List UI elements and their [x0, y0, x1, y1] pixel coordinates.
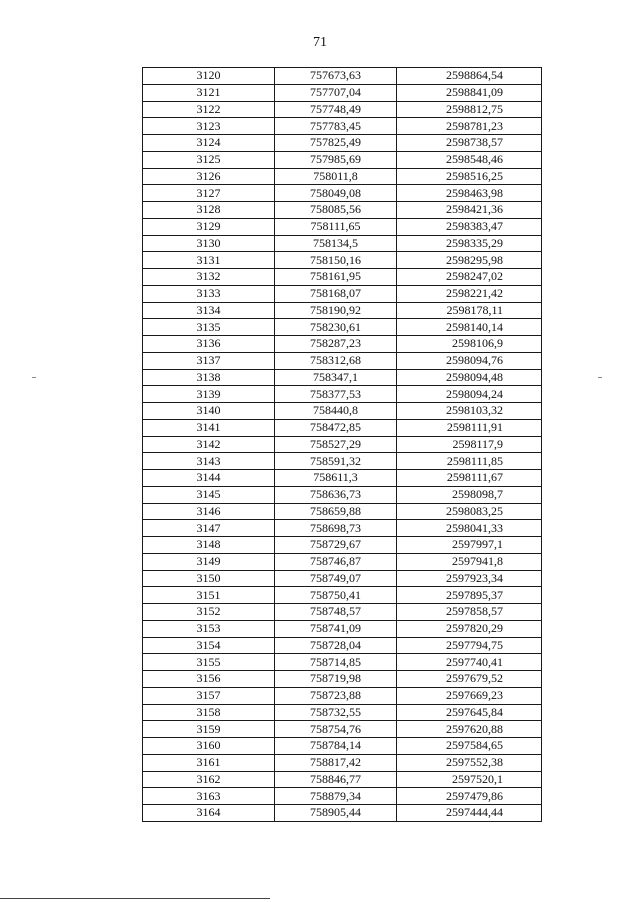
point-number-cell: 3130	[143, 235, 275, 252]
right-margin-mark	[598, 377, 602, 378]
y-coordinate-cell: 2598094,76	[397, 352, 542, 369]
x-coordinate-cell: 758111,65	[275, 218, 397, 235]
y-coordinate-cell: 2598041,33	[397, 520, 542, 537]
x-coordinate-cell: 758011,8	[275, 168, 397, 185]
point-number-cell: 3134	[143, 302, 275, 319]
x-coordinate-cell: 758729,67	[275, 537, 397, 554]
coordinates-table	[142, 67, 542, 822]
point-number-cell: 3146	[143, 503, 275, 520]
point-number-cell: 3131	[143, 252, 275, 269]
point-number-cell: 3145	[143, 486, 275, 503]
x-coordinate-cell: 758817,42	[275, 754, 397, 771]
table-row	[143, 570, 542, 587]
y-coordinate-cell: 2598103,32	[397, 403, 542, 420]
point-number-cell: 3126	[143, 168, 275, 185]
x-coordinate-cell: 758732,55	[275, 704, 397, 721]
x-coordinate-cell: 758636,73	[275, 486, 397, 503]
y-coordinate-cell: 2598083,25	[397, 503, 542, 520]
point-number-cell: 3122	[143, 101, 275, 118]
point-number-cell: 3127	[143, 185, 275, 202]
x-coordinate-cell: 758719,98	[275, 671, 397, 688]
table-row	[143, 235, 542, 252]
y-coordinate-cell: 2598864,54	[397, 68, 542, 85]
table-row	[143, 771, 542, 788]
table-row	[143, 403, 542, 420]
y-coordinate-cell: 2598111,85	[397, 453, 542, 470]
point-number-cell: 3137	[143, 352, 275, 369]
x-coordinate-cell: 758190,92	[275, 302, 397, 319]
point-number-cell: 3135	[143, 319, 275, 336]
x-coordinate-cell: 758161,95	[275, 269, 397, 286]
point-number-cell: 3159	[143, 721, 275, 738]
point-number-cell: 3158	[143, 704, 275, 721]
x-coordinate-cell: 758723,88	[275, 687, 397, 704]
point-number-cell: 3153	[143, 620, 275, 637]
point-number-cell: 3142	[143, 436, 275, 453]
x-coordinate-cell: 758287,23	[275, 336, 397, 353]
y-coordinate-cell: 2598841,09	[397, 84, 542, 101]
x-coordinate-cell: 758049,08	[275, 185, 397, 202]
x-coordinate-cell: 758754,76	[275, 721, 397, 738]
y-coordinate-cell: 2598117,9	[397, 436, 542, 453]
x-coordinate-cell: 758085,56	[275, 202, 397, 219]
x-coordinate-cell: 758440,8	[275, 403, 397, 420]
x-coordinate-cell: 757707,04	[275, 84, 397, 101]
x-coordinate-cell: 758527,29	[275, 436, 397, 453]
y-coordinate-cell: 2597794,75	[397, 637, 542, 654]
y-coordinate-cell: 2598094,48	[397, 369, 542, 386]
point-number-cell: 3160	[143, 738, 275, 755]
x-coordinate-cell: 758728,04	[275, 637, 397, 654]
point-number-cell: 3163	[143, 788, 275, 805]
point-number-cell: 3128	[143, 202, 275, 219]
x-coordinate-cell: 758134,5	[275, 235, 397, 252]
point-number-cell: 3132	[143, 269, 275, 286]
x-coordinate-cell: 758714,85	[275, 654, 397, 671]
y-coordinate-cell: 2597444,44	[397, 805, 542, 822]
point-number-cell: 3164	[143, 805, 275, 822]
point-number-cell: 3124	[143, 135, 275, 152]
y-coordinate-cell: 2597858,57	[397, 604, 542, 621]
point-number-cell: 3136	[143, 336, 275, 353]
table-row	[143, 135, 542, 152]
y-coordinate-cell: 2598738,57	[397, 135, 542, 152]
x-coordinate-cell: 758698,73	[275, 520, 397, 537]
table-row	[143, 620, 542, 637]
x-coordinate-cell: 758312,68	[275, 352, 397, 369]
table-row	[143, 721, 542, 738]
y-coordinate-cell: 2598516,25	[397, 168, 542, 185]
y-coordinate-cell: 2598463,98	[397, 185, 542, 202]
table-row	[143, 168, 542, 185]
table-row	[143, 604, 542, 621]
y-coordinate-cell: 2597584,65	[397, 738, 542, 755]
y-coordinate-cell: 2597895,37	[397, 587, 542, 604]
y-coordinate-cell: 2598098,7	[397, 486, 542, 503]
point-number-cell: 3147	[143, 520, 275, 537]
y-coordinate-cell: 2598812,75	[397, 101, 542, 118]
y-coordinate-cell: 2598111,67	[397, 470, 542, 487]
y-coordinate-cell: 2598421,36	[397, 202, 542, 219]
point-number-cell: 3138	[143, 369, 275, 386]
y-coordinate-cell: 2598106,9	[397, 336, 542, 353]
x-coordinate-cell: 758377,53	[275, 386, 397, 403]
y-coordinate-cell: 2597479,86	[397, 788, 542, 805]
y-coordinate-cell: 2598178,11	[397, 302, 542, 319]
y-coordinate-cell: 2598111,91	[397, 419, 542, 436]
x-coordinate-cell: 758905,44	[275, 805, 397, 822]
table-row	[143, 553, 542, 570]
point-number-cell: 3151	[143, 587, 275, 604]
table-row	[143, 788, 542, 805]
y-coordinate-cell: 2597552,38	[397, 754, 542, 771]
y-coordinate-cell: 2598094,24	[397, 386, 542, 403]
x-coordinate-cell: 758591,32	[275, 453, 397, 470]
table-row	[143, 637, 542, 654]
point-number-cell: 3149	[143, 553, 275, 570]
table-row	[143, 185, 542, 202]
y-coordinate-cell: 2597820,29	[397, 620, 542, 637]
y-coordinate-cell: 2597645,84	[397, 704, 542, 721]
point-number-cell: 3144	[143, 470, 275, 487]
x-coordinate-cell: 758472,85	[275, 419, 397, 436]
table-row	[143, 218, 542, 235]
y-coordinate-cell: 2597669,23	[397, 687, 542, 704]
x-coordinate-cell: 758347,1	[275, 369, 397, 386]
point-number-cell: 3120	[143, 68, 275, 85]
x-coordinate-cell: 757783,45	[275, 118, 397, 135]
x-coordinate-cell: 758746,87	[275, 553, 397, 570]
table-row	[143, 470, 542, 487]
table-row	[143, 687, 542, 704]
y-coordinate-cell: 2597620,88	[397, 721, 542, 738]
y-coordinate-cell: 2598781,23	[397, 118, 542, 135]
x-coordinate-cell: 758784,14	[275, 738, 397, 755]
table-row	[143, 537, 542, 554]
x-coordinate-cell: 758150,16	[275, 252, 397, 269]
table-row	[143, 352, 542, 369]
y-coordinate-cell: 2597520,1	[397, 771, 542, 788]
table-row	[143, 84, 542, 101]
table-row	[143, 252, 542, 269]
y-coordinate-cell: 2598140,14	[397, 319, 542, 336]
coordinates-table-body	[143, 68, 542, 822]
table-row	[143, 520, 542, 537]
x-coordinate-cell: 757825,49	[275, 135, 397, 152]
table-row	[143, 386, 542, 403]
table-row	[143, 738, 542, 755]
table-row	[143, 285, 542, 302]
table-row	[143, 319, 542, 336]
table-row	[143, 436, 542, 453]
x-coordinate-cell: 758659,88	[275, 503, 397, 520]
point-number-cell: 3125	[143, 151, 275, 168]
table-row	[143, 503, 542, 520]
point-number-cell: 3161	[143, 754, 275, 771]
table-row	[143, 151, 542, 168]
point-number-cell: 3123	[143, 118, 275, 135]
x-coordinate-cell: 758168,07	[275, 285, 397, 302]
point-number-cell: 3133	[143, 285, 275, 302]
point-number-cell: 3141	[143, 419, 275, 436]
table-row	[143, 336, 542, 353]
point-number-cell: 3157	[143, 687, 275, 704]
point-number-cell: 3121	[143, 84, 275, 101]
table-row	[143, 805, 542, 822]
table-row	[143, 101, 542, 118]
y-coordinate-cell: 2597679,52	[397, 671, 542, 688]
table-row	[143, 118, 542, 135]
y-coordinate-cell: 2597740,41	[397, 654, 542, 671]
x-coordinate-cell: 757985,69	[275, 151, 397, 168]
x-coordinate-cell: 757673,63	[275, 68, 397, 85]
bottom-rule	[0, 898, 270, 899]
y-coordinate-cell: 2598221,42	[397, 285, 542, 302]
left-margin-mark	[32, 377, 36, 378]
point-number-cell: 3162	[143, 771, 275, 788]
table-row	[143, 369, 542, 386]
table-row	[143, 754, 542, 771]
point-number-cell: 3143	[143, 453, 275, 470]
point-number-cell: 3139	[143, 386, 275, 403]
table-row	[143, 486, 542, 503]
y-coordinate-cell: 2598335,29	[397, 235, 542, 252]
y-coordinate-cell: 2598247,02	[397, 269, 542, 286]
table-row	[143, 453, 542, 470]
table-row	[143, 587, 542, 604]
point-number-cell: 3154	[143, 637, 275, 654]
point-number-cell: 3156	[143, 671, 275, 688]
x-coordinate-cell: 758230,61	[275, 319, 397, 336]
point-number-cell: 3148	[143, 537, 275, 554]
x-coordinate-cell: 758879,34	[275, 788, 397, 805]
y-coordinate-cell: 2598383,47	[397, 218, 542, 235]
table-row	[143, 704, 542, 721]
y-coordinate-cell: 2598548,46	[397, 151, 542, 168]
x-coordinate-cell: 758748,57	[275, 604, 397, 621]
x-coordinate-cell: 758749,07	[275, 570, 397, 587]
page-number: 71	[313, 35, 327, 50]
point-number-cell: 3152	[143, 604, 275, 621]
point-number-cell: 3155	[143, 654, 275, 671]
table-row	[143, 419, 542, 436]
point-number-cell: 3129	[143, 218, 275, 235]
x-coordinate-cell: 758611,3	[275, 470, 397, 487]
table-row	[143, 68, 542, 85]
x-coordinate-cell: 758750,41	[275, 587, 397, 604]
y-coordinate-cell: 2597923,34	[397, 570, 542, 587]
y-coordinate-cell: 2597997,1	[397, 537, 542, 554]
x-coordinate-cell: 758741,09	[275, 620, 397, 637]
y-coordinate-cell: 2598295,98	[397, 252, 542, 269]
table-row	[143, 654, 542, 671]
table-row	[143, 302, 542, 319]
point-number-cell: 3150	[143, 570, 275, 587]
table-row	[143, 671, 542, 688]
point-number-cell: 3140	[143, 403, 275, 420]
y-coordinate-cell: 2597941,8	[397, 553, 542, 570]
table-row	[143, 202, 542, 219]
table-row	[143, 269, 542, 286]
x-coordinate-cell: 757748,49	[275, 101, 397, 118]
x-coordinate-cell: 758846,77	[275, 771, 397, 788]
